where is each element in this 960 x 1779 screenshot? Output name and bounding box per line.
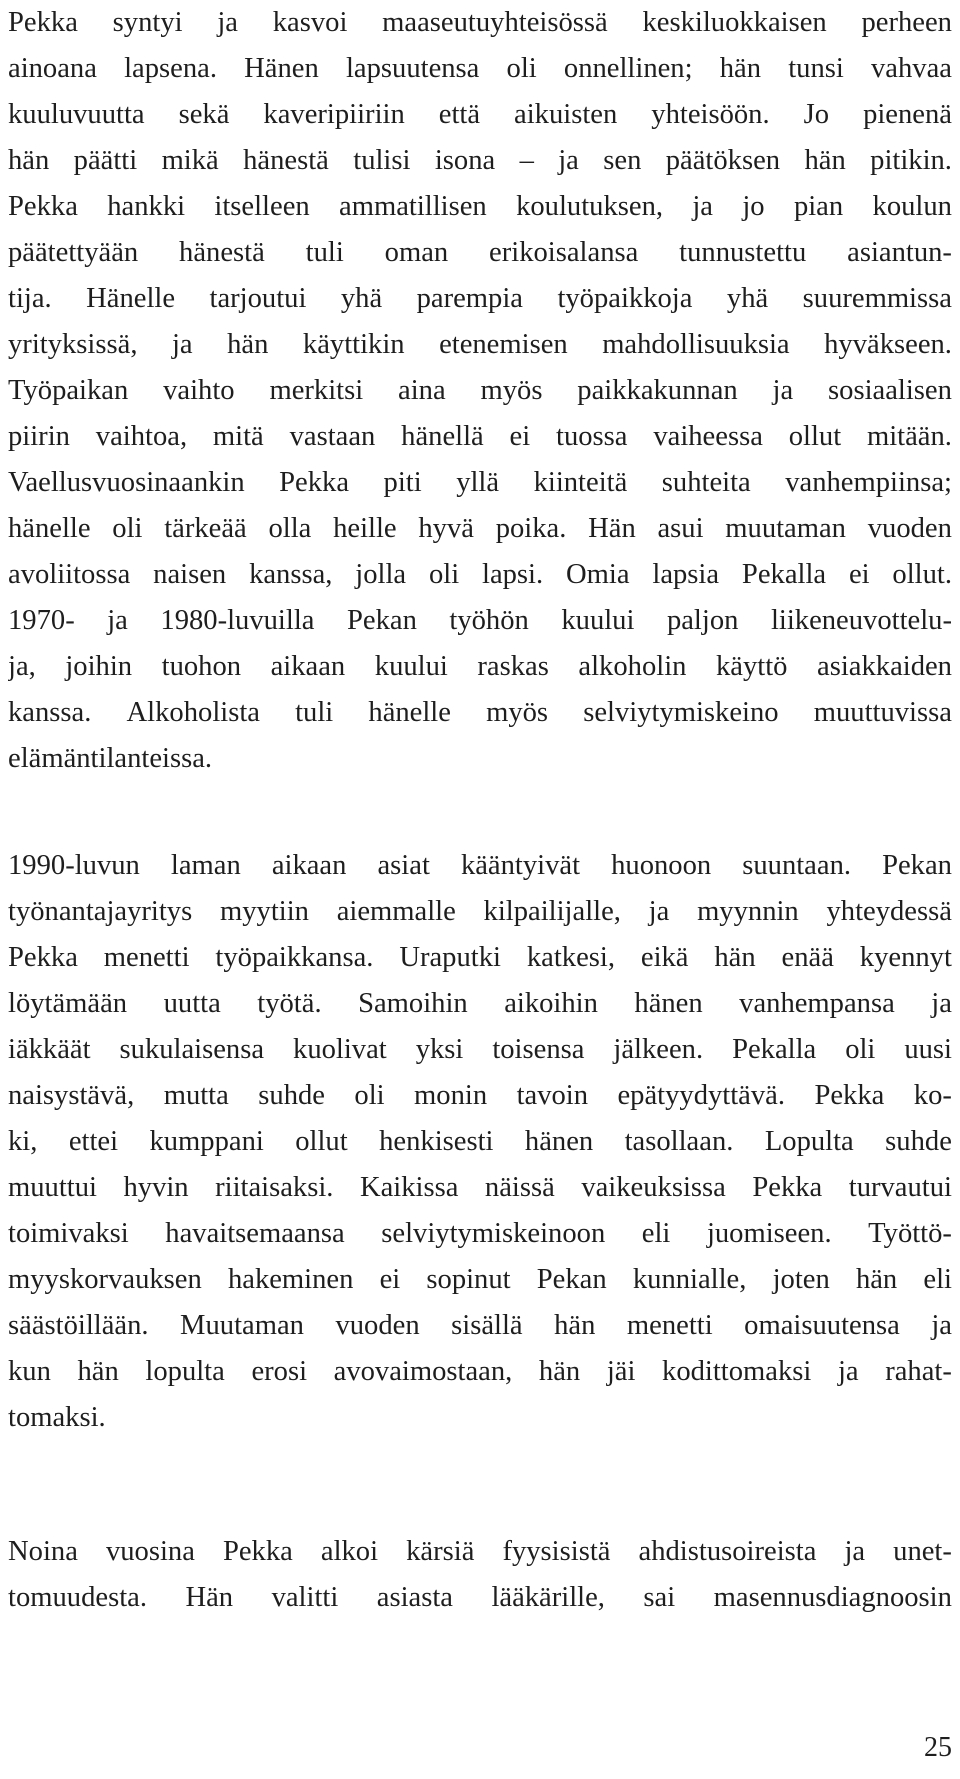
text-line: 1990-luvun laman aikaan asiat kääntyivät huonoon suuntaan. Pekan <box>8 850 952 881</box>
text-line: tija. Hänelle tarjoutui yhä parempia työpaikkoja yhä suuremmissa <box>8 283 952 314</box>
text-line: kanssa. Alkoholista tuli hänelle myös selviytymiskeino muuttuvissa <box>8 697 952 728</box>
text-line: avoliitossa naisen kanssa, jolla oli lapsi. Omia lapsia Pekalla ei ollut. <box>8 559 952 590</box>
text-line: Pekka hankki itselleen ammatillisen koulutuksen, ja jo pian koulun <box>8 191 952 222</box>
text-line: yrityksissä, ja hän käyttikin etenemisen mahdollisuuksia hyväkseen. <box>8 329 952 360</box>
text-line: Pekka syntyi ja kasvoi maaseutuyhteisössä keskiluokkaisen perheen <box>8 7 952 38</box>
text-line: tomaksi. <box>8 1402 106 1433</box>
text-line: ja, joihin tuohon aikaan kuului raskas alkoholin käyttö asiakkaiden <box>8 651 952 682</box>
text-line: Vaellusvuosinaankin Pekka piti yllä kiinteitä suhteita vanhempiinsa; <box>8 467 952 498</box>
text-line: myyskorvauksen hakeminen ei sopinut Pekan kunnialle, joten hän eli <box>8 1264 952 1295</box>
text-line: toimivaksi havaitsemaansa selviytymiskeinoon eli juomiseen. Työttö- <box>8 1218 952 1249</box>
text-line: löytämään uutta työtä. Samoihin aikoihin hänen vanhempansa ja <box>8 988 952 1019</box>
text-line: Työpaikan vaihto merkitsi aina myös paikkakunnan ja sosiaalisen <box>8 375 952 406</box>
text-line: Noina vuosina Pekka alkoi kärsiä fyysisistä ahdistusoireista ja unet- <box>8 1536 952 1567</box>
text-line: iäkkäät sukulaisensa kuolivat yksi toisensa jälkeen. Pekalla oli uusi <box>8 1034 952 1065</box>
text-line: ki, ettei kumppani ollut henkisesti hänen tasollaan. Lopulta suhde <box>8 1126 952 1157</box>
text-line: kun hän lopulta erosi avovaimostaan, hän jäi kodittomaksi ja rahat- <box>8 1356 952 1387</box>
text-line: säästöillään. Muutaman vuoden sisällä hän menetti omaisuutensa ja <box>8 1310 952 1341</box>
text-line: tomuudesta. Hän valitti asiasta lääkärille, sai masennusdiagnoosin <box>8 1582 952 1613</box>
text-line: hänelle oli tärkeää olla heille hyvä poika. Hän asui muutaman vuoden <box>8 513 952 544</box>
text-line: piirin vaihtoa, mitä vastaan hänellä ei tuossa vaiheessa ollut mitään. <box>8 421 952 452</box>
text-line: ainoana lapsena. Hänen lapsuutensa oli onnellinen; hän tunsi vahvaa <box>8 53 952 84</box>
text-line: hän päätti mikä hänestä tulisi isona – ja sen päätöksen hän pitikin. <box>8 145 952 176</box>
text-line: Pekka menetti työpaikkansa. Uraputki katkesi, eikä hän enää kyennyt <box>8 942 952 973</box>
text-line: kuuluvuutta sekä kaveripiiriin että aikuisten yhteisöön. Jo pienenä <box>8 99 952 130</box>
text-line: työnantajayritys myytiin aiemmalle kilpailijalle, ja myynnin yhteydessä <box>8 896 952 927</box>
text-line: naisystävä, mutta suhde oli monin tavoin epätyydyttävä. Pekka ko- <box>8 1080 952 1111</box>
text-line: muuttui hyvin riitaisaksi. Kaikissa näissä vaikeuksissa Pekka turvautui <box>8 1172 952 1203</box>
page-number: 25 <box>924 1732 952 1763</box>
text-line: päätettyään hänestä tuli oman erikoisalansa tunnustettu asiantun- <box>8 237 952 268</box>
text-line: elämäntilanteissa. <box>8 743 213 774</box>
text-line: 1970- ja 1980-luvuilla Pekan työhön kuului paljon liikeneuvottelu- <box>8 605 952 636</box>
